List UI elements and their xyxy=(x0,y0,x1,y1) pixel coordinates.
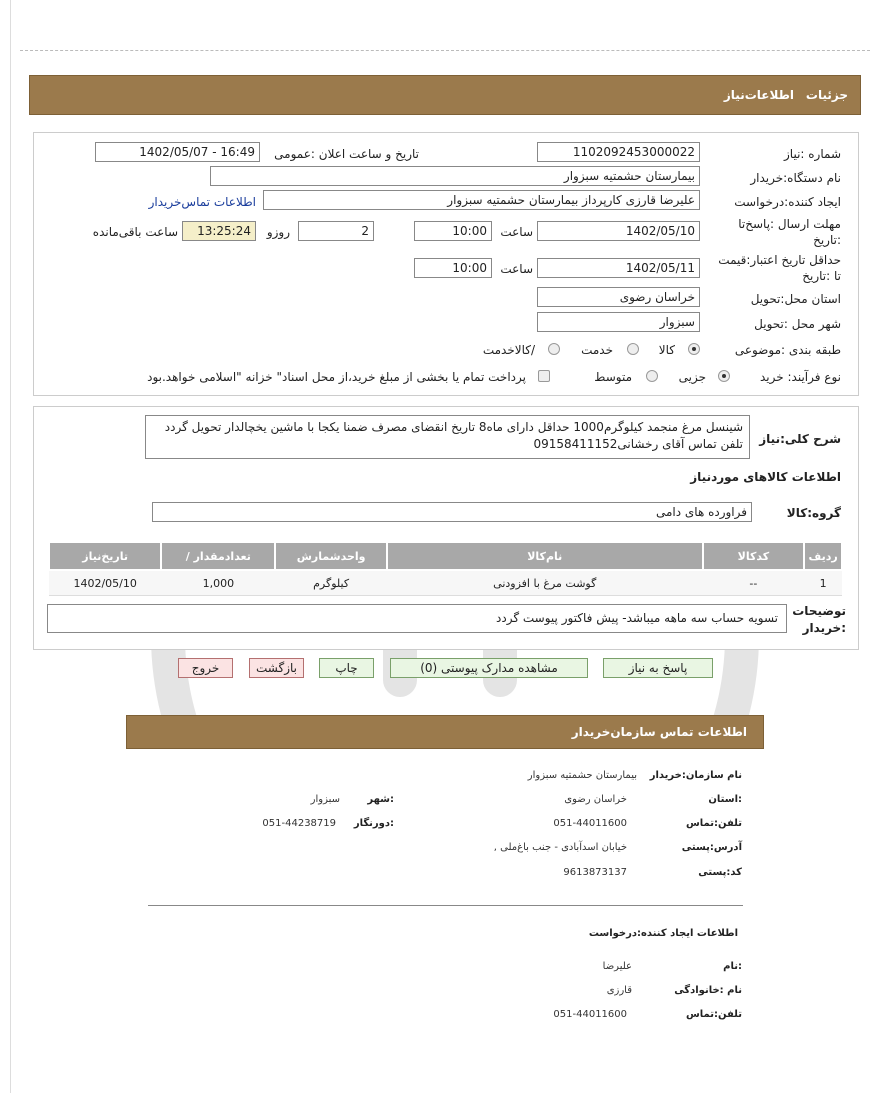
treasury-checkbox[interactable] xyxy=(538,370,550,382)
tab-details[interactable]: جزئیات xyxy=(805,88,848,102)
payment-note: پرداخت تمام یا بخشی از مبلغ خرید،از محل اسناد" خزانه "اسلامی خواهد.بود xyxy=(147,370,526,384)
col-name: نام‌کالا xyxy=(387,542,703,570)
contact-province-value: خراسان رضوی xyxy=(564,794,627,805)
contact-phone-label: تلفن:تماس xyxy=(685,818,742,829)
creator-field: علیرضا قارزی کارپرداز بیمارستان حشمتیه سبزوار xyxy=(263,190,700,210)
view-documents-button[interactable]: مشاهده مدارک پیوستی (0) xyxy=(390,658,588,678)
summary-text: شینسل مرغ منجمد کیلوگرم1000 حداقل دارای ماه8 تاریخ انقضای مصرف ضمنا یکجا با ماشین یخچالدار تحویل گردد تلفن تماس آقای رخشانی09158411152 xyxy=(145,415,750,459)
back-button[interactable]: بازگشت xyxy=(249,658,304,678)
creator-name-label: :نام xyxy=(723,961,742,972)
goods-group-field: فراورده های دامی xyxy=(152,502,752,522)
remaining-label: ساعت باقی‌مانده xyxy=(92,225,178,239)
days-field: 2 xyxy=(298,221,374,241)
tab-need-info[interactable]: اطلاعات‌نیاز xyxy=(723,88,794,102)
creator-info-title: اطلاعات ایجاد کننده:درخواست xyxy=(588,928,738,939)
contact-title: اطلاعات تماس سازمان‌خریدار xyxy=(571,725,747,739)
radio-service[interactable] xyxy=(627,343,639,355)
print-button[interactable]: چاپ xyxy=(319,658,374,678)
radio-goods-label: کالا xyxy=(658,343,675,357)
remaining-time-field: 13:25:24 xyxy=(182,221,256,241)
contact-city-label: :شهر xyxy=(367,794,394,805)
table-row xyxy=(49,570,842,596)
goods-info-title: اطلاعات کالاهای موردنیاز xyxy=(690,470,841,484)
city-field: سبزوار xyxy=(537,312,700,332)
province-label: استان محل:تحویل xyxy=(750,292,841,306)
validity-time-field: 10:00 xyxy=(414,258,492,278)
contact-fax-label: :دورنگار xyxy=(353,818,394,829)
summary-label: شرح کلی:نیاز xyxy=(759,432,841,446)
announce-field: 1402/05/07 - 16:49 xyxy=(95,142,260,162)
deadline-time-field: 10:00 xyxy=(414,221,492,241)
contact-fax-value: 051-44238719 xyxy=(262,818,336,829)
goods-table xyxy=(48,541,843,596)
contact-org-label: نام سازمان:خریدار xyxy=(649,770,742,781)
goods-group-label: گروه:کالا xyxy=(786,506,841,520)
announce-label: تاریخ و ساعت اعلان :عمومی xyxy=(274,147,419,161)
cell-unit: کیلوگرم xyxy=(275,570,387,596)
contact-address-label: آدرس:پستی xyxy=(681,842,742,853)
header-bar xyxy=(29,75,861,115)
validity-date-field: 1402/05/11 xyxy=(537,258,700,278)
validity-time-label: ساعت xyxy=(500,262,533,276)
need-number-label: شماره :نیاز xyxy=(784,147,841,161)
contact-postal-value: 9613873137 xyxy=(563,867,627,878)
days-label: روزو xyxy=(266,225,290,239)
radio-minor-label: جزیی xyxy=(678,370,706,384)
cell-code: -- xyxy=(703,570,805,596)
creator-family-value: قارزی xyxy=(606,985,632,996)
validity-label-1: حداقل تاریخ اعتبار:قیمت xyxy=(718,253,841,267)
cell-quantity: 1,000 xyxy=(161,570,275,596)
goods-table-wrap xyxy=(48,541,843,596)
contact-header-bar xyxy=(126,715,764,749)
creator-family-label: نام :خانوادگی xyxy=(674,985,742,996)
need-number-field: 1102092453000022 xyxy=(537,142,700,162)
left-divider xyxy=(10,0,11,1093)
radio-medium-label: متوسط xyxy=(594,370,632,384)
buyer-org-field: بیمارستان حشمتیه سبزوار xyxy=(210,166,700,186)
creator-phone-label: تلفن:تماس xyxy=(685,1009,742,1020)
radio-service-label: خدمت xyxy=(581,343,613,357)
top-divider xyxy=(20,50,870,51)
radio-medium[interactable] xyxy=(646,370,658,382)
contact-city-value: سبزوار xyxy=(310,794,340,805)
table-header-row xyxy=(49,542,842,570)
deadline-date-field: 1402/05/10 xyxy=(537,221,700,241)
contact-province-label: :استان xyxy=(708,794,742,805)
deadline-label-2: :تاریخ xyxy=(813,233,841,247)
exit-button[interactable]: خروج xyxy=(178,658,233,678)
deadline-time-label: ساعت xyxy=(500,225,533,239)
col-date: تاریخ‌نیاز xyxy=(49,542,161,570)
contact-postal-label: کد:پستی xyxy=(698,867,742,878)
contact-address-value: خیابان اسدآبادی - جنب باغ‌ملی , xyxy=(493,842,627,853)
creator-name-value: علیرضا xyxy=(602,961,632,972)
validity-label-2: تا :تاریخ xyxy=(802,269,841,283)
col-row: ردیف xyxy=(804,542,842,570)
province-field: خراسان رضوی xyxy=(537,287,700,307)
radio-goods-service[interactable] xyxy=(548,343,560,355)
city-label: شهر محل :تحویل xyxy=(754,317,841,331)
radio-goods-service-label: /کالاخدمت xyxy=(482,343,535,357)
col-unit: واحدشمارش xyxy=(275,542,387,570)
reply-button[interactable]: پاسخ به نیاز xyxy=(603,658,713,678)
contact-org-value: بیمارستان حشمتیه سبزوار xyxy=(527,770,637,781)
contact-divider xyxy=(148,905,743,906)
cell-name: گوشت مرغ با افزودنی xyxy=(387,570,703,596)
buyer-contact-link[interactable]: اطلاعات تماس‌خریدار xyxy=(148,195,256,209)
radio-goods[interactable] xyxy=(688,343,700,355)
cell-date: 1402/05/10 xyxy=(49,570,161,596)
col-code: کدکالا xyxy=(703,542,805,570)
buyer-notes-label-1: توضیحات xyxy=(792,604,846,618)
cell-row: 1 xyxy=(804,570,842,596)
creator-phone-value: 051-44011600 xyxy=(553,1009,627,1020)
buyer-org-label: نام دستگاه:خریدار xyxy=(750,171,841,185)
category-label: طبقه بندی :موضوعی xyxy=(734,343,841,357)
radio-minor[interactable] xyxy=(718,370,730,382)
col-quantity: تعدادمقدار / xyxy=(161,542,275,570)
contact-phone-value: 051-44011600 xyxy=(553,818,627,829)
buyer-notes-label-2: :خریدار xyxy=(802,621,846,635)
deadline-label-1: مهلت ارسال :پاسخ‌تا xyxy=(738,217,841,231)
creator-label: ایجاد کننده:درخواست xyxy=(734,195,841,209)
buyer-notes-text: تسویه حساب سه ماهه میباشد- پیش فاکتور پیوست گردد xyxy=(47,604,787,633)
process-label: نوع فرآیند: خرید xyxy=(760,370,841,384)
